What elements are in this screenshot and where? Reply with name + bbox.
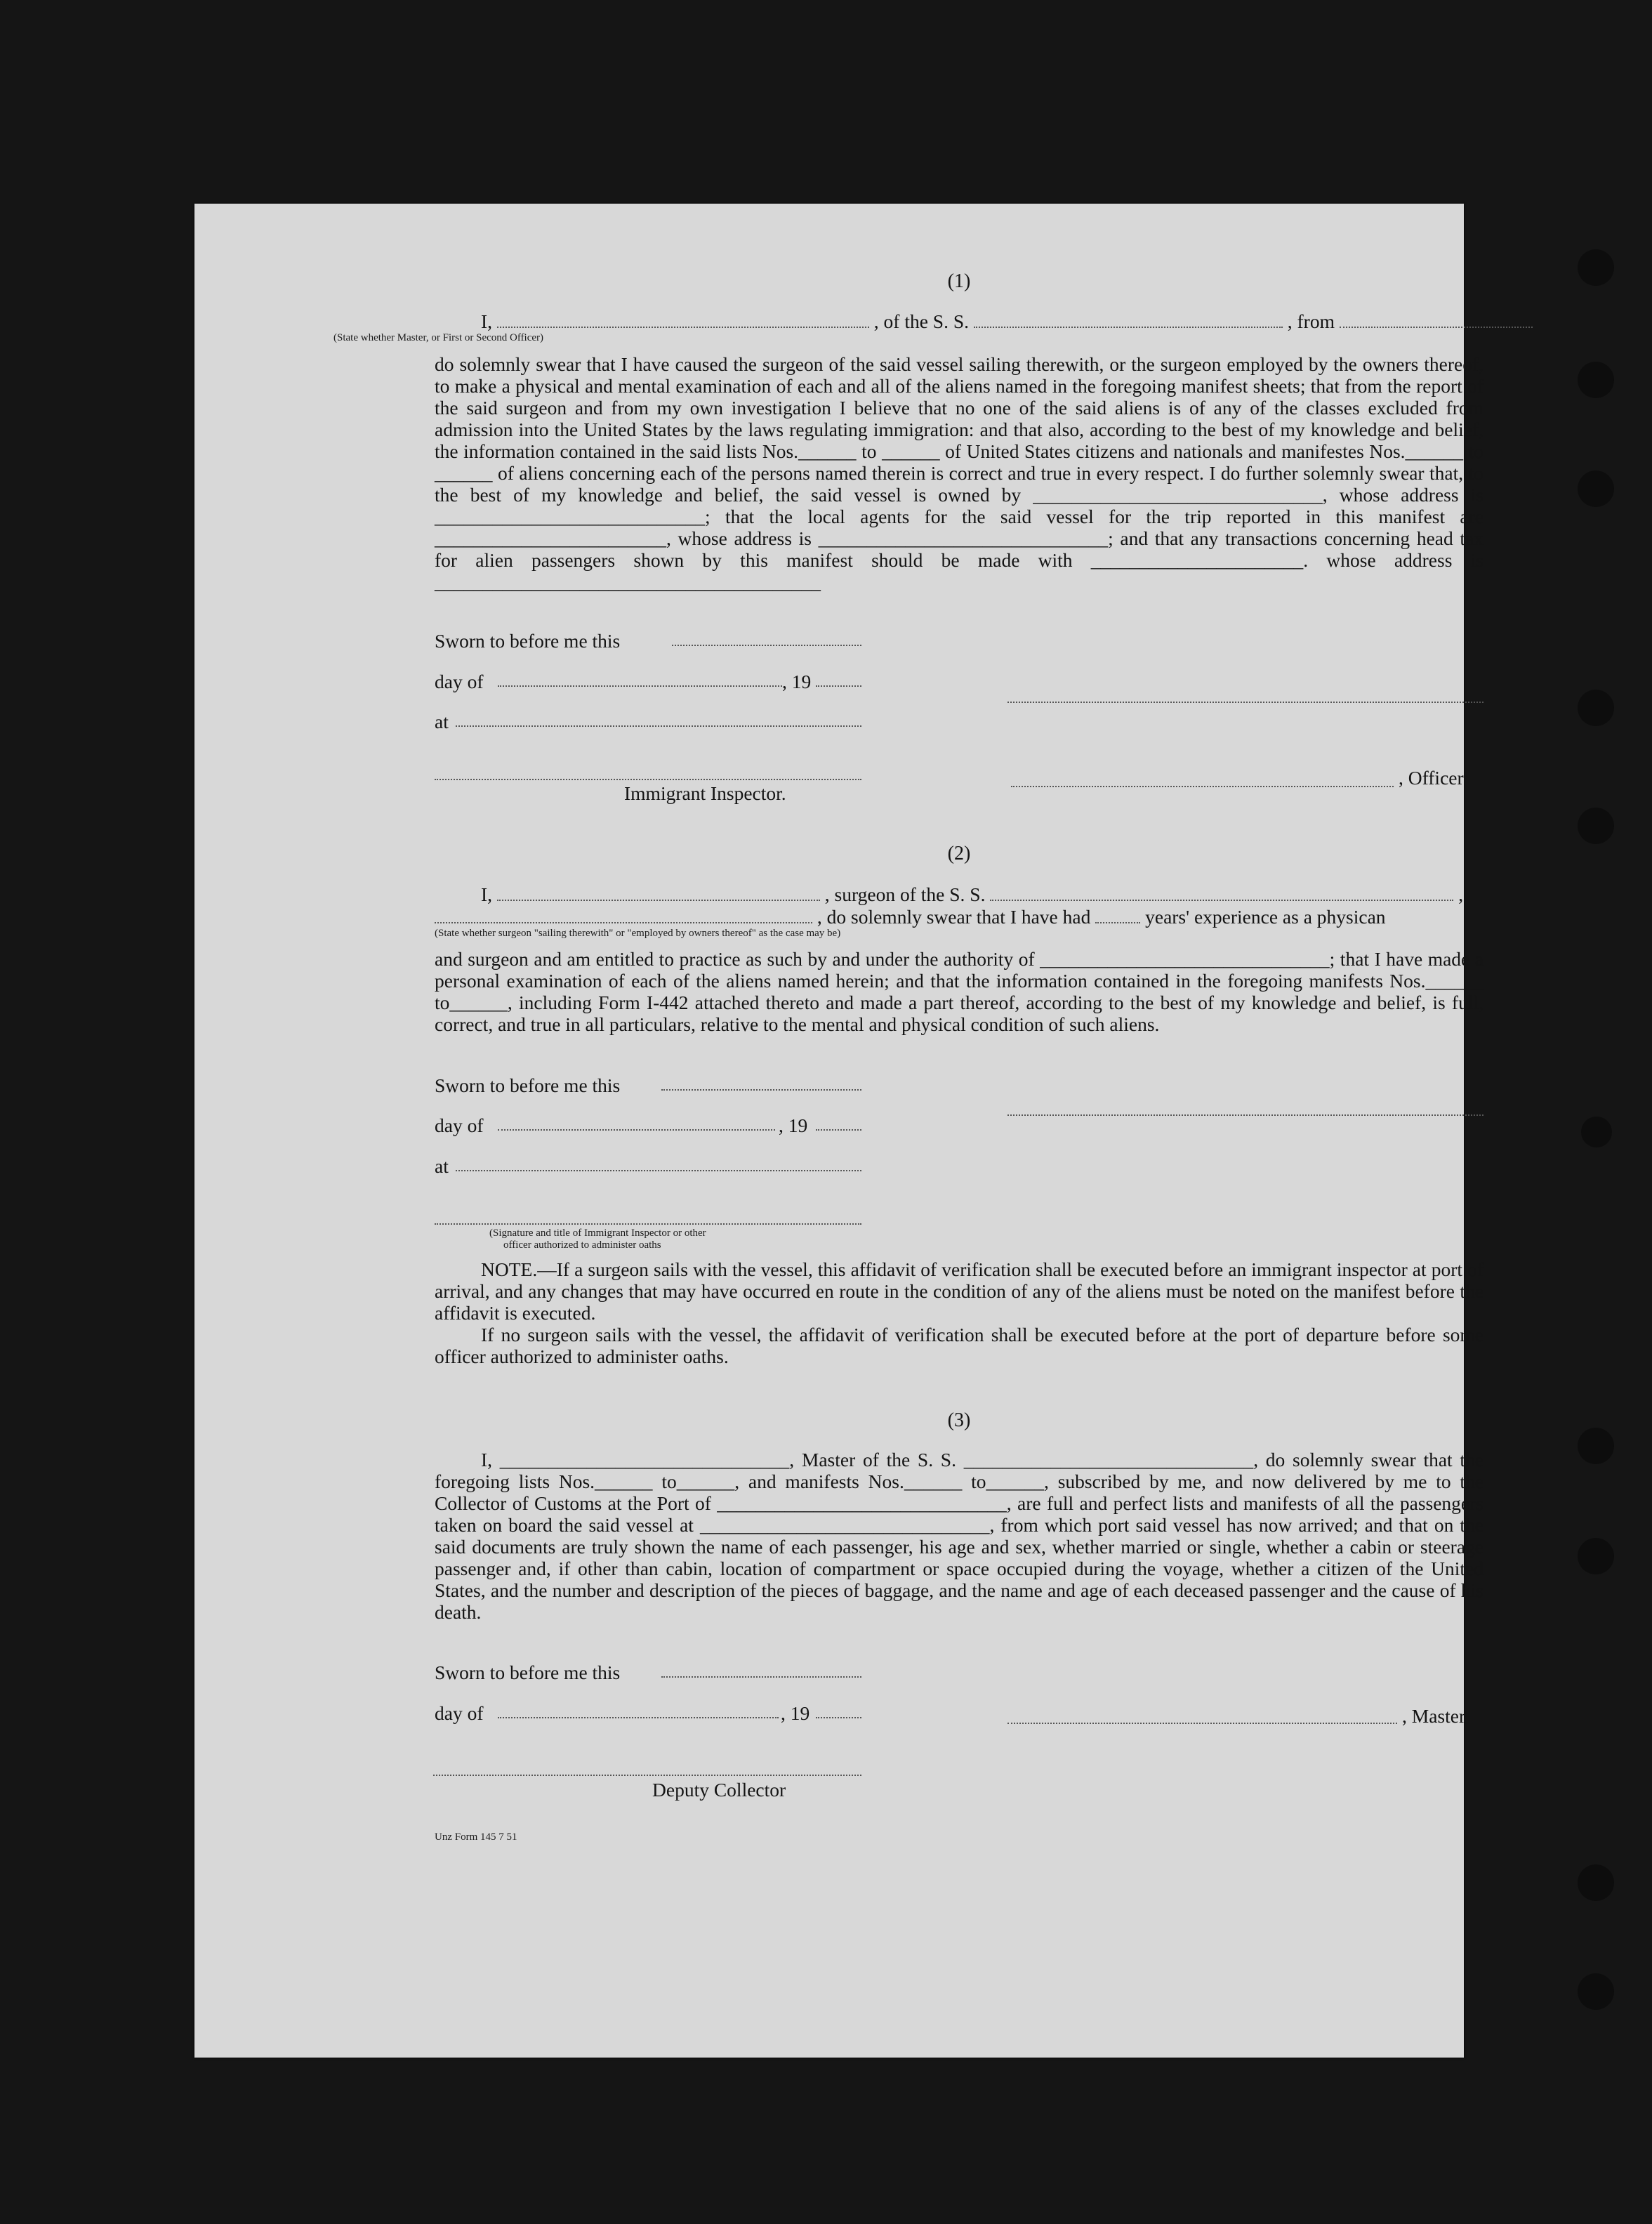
section-1-body (435, 353, 1484, 593)
collector-signature-line[interactable] (433, 1773, 861, 1776)
officer-signature-line-1[interactable] (1007, 700, 1484, 703)
swear-label: , do solemnly swear that I have had (817, 906, 1091, 928)
note-paragraph-1: NOTE.—If a surgeon sails with the vessel, this affidavit of verification shall be executed before an immigrant inspector at port of arrival, and any changes that may have occurred en route in the condition of any of the aliens must be noted on the manifest before the affidavit is executed. (435, 1258, 1484, 1324)
day-of-label-1: day of (435, 671, 484, 692)
year-label-1: , 19 (782, 671, 812, 692)
from-label: , from (1287, 310, 1335, 332)
surgeon-of-label: , surgeon of the S. S. (824, 883, 986, 905)
year-label-3: , 19 (781, 1702, 810, 1724)
section-2-body (435, 948, 1484, 1035)
year-field-3[interactable] (816, 1716, 861, 1718)
day-of-label-2: day of (435, 1114, 484, 1136)
immigrant-inspector-label: Immigrant Inspector. (624, 782, 786, 804)
year-label-2: , 19 (779, 1114, 808, 1136)
day-of-field-1[interactable] (498, 684, 782, 687)
punch-hole (1578, 471, 1614, 507)
at-field-2[interactable] (456, 1169, 861, 1171)
note-block (435, 1258, 1484, 1367)
year-field-2[interactable] (816, 1128, 861, 1131)
at-label-1: at (435, 711, 449, 732)
line-end-comma: , (1458, 883, 1464, 905)
day-of-field-2[interactable] (498, 1128, 775, 1131)
officer-signature-line-2[interactable] (1011, 784, 1394, 787)
i-label-2: I, (481, 883, 493, 905)
sworn-date-field-1[interactable] (672, 643, 861, 646)
year-field-1[interactable] (816, 684, 861, 687)
ship-label: , of the S. S. (873, 310, 970, 332)
years-experience-field[interactable] (1095, 909, 1140, 923)
sworn-date-field-2[interactable] (661, 1088, 861, 1091)
at-field-1[interactable] (456, 724, 861, 727)
note-paragraph-2: If no surgeon sails with the vessel, the affidavit of verification shall be executed before at the port of departure before some officer authorized to administer oaths. (435, 1324, 1484, 1367)
form-number: Unz Form 145 7 51 (435, 1831, 517, 1843)
sworn-label-2: Sworn to before me this (435, 1074, 621, 1096)
inspector-signature-line-1[interactable] (435, 777, 861, 780)
section-2-second-line (435, 906, 1484, 928)
i-label: I, (481, 310, 493, 332)
ship-name-field[interactable] (974, 314, 1283, 328)
day-of-label-3: day of (435, 1702, 484, 1724)
master-signature-line[interactable] (1007, 1721, 1397, 1724)
punch-hole (1578, 1428, 1614, 1464)
section-3-oath-text: I, ______________________________, Master of the S. S. ______________________________, do solemnly swear that the foregoing lists Nos.______ to______, and manifests Nos.______ to______, subscribed by me, and now delivered by me to the Collector of Customs at the Port of ______________________________, are full and perfect lists and manifests of all the passengers taken on board the said vessel at ______________________________, from which port said vessel has now arrived; and that on the said documents are truly shown the name of each passenger, his age and sex, whether married or single, whether a cabin or steerage passenger and, if other than cabin, location of compartment or space occupied during the voyage, whether a citizen of the United States, and the number and description of the pieces of baggage, and the name and age of each deceased passenger and the cause of his death. (435, 1449, 1484, 1623)
section-3-body (435, 1449, 1484, 1623)
deputy-collector-label: Deputy Collector (652, 1779, 786, 1801)
punch-hole (1578, 1973, 1614, 2010)
punch-hole (1578, 362, 1614, 398)
punch-hole (1578, 690, 1614, 726)
officer-rank-field[interactable] (497, 314, 869, 328)
years-label: years' experience as a physican (1145, 906, 1386, 928)
section-2-first-line (435, 883, 1484, 906)
at-label-2: at (435, 1155, 449, 1177)
punch-hole (1581, 1117, 1612, 1147)
signature-caption-2: officer authorized to administer oaths (503, 1239, 661, 1251)
section-2-oath-text: and surgeon and am entitled to practice as such by and under the authority of ______________________________; that I have made a personal examination of each of the aliens named herein; and that the information contained in the foregoing manifests Nos.______ to______, including Form I-442 attached thereto and made a part thereof, according to the best of my knowledge and belief, is full, correct, and true in all particulars, relative to the mental and physical condition of such aliens. (435, 948, 1484, 1035)
section-1-oath-text: do solemnly swear that I have caused the surgeon of the said vessel sailing therewith, or the surgeon employed by the owners thereof, to make a physical and mental examination of each and all of the aliens named in the foregoing manifest sheets; that from the report of the said surgeon and from my own investigation I believe that no one of the said aliens is of any of the classes excluded from admission into the United States by the laws regulating immigration: and that also, according to the best of my knowledge and belief, the information contained in the said lists Nos.______ to ______ of United States citizens and nationals and manifestes Nos.______ to ______ of aliens concerning each of the persons named therein is correct and true in every respect. I do further solemnly swear that, to the best of my knowledge and belief, the said vessel is owned by ______________________________, whose address is ____________________________; that the local agents for the said vessel for the trip reported in this manifest are ________________________, whose address is ______________________________; and that any transactions concerning head tax for alien passengers shown by this manifest should be made with ______________________. whose address is ________________________________________ (435, 353, 1484, 593)
master-label: , Master (1402, 1705, 1466, 1727)
sworn-date-field-3[interactable] (661, 1675, 861, 1678)
section-1-number: (1) (947, 270, 971, 292)
punch-hole (1578, 249, 1614, 286)
officer-rank-caption: (State whether Master, or First or Second Officer) (333, 332, 544, 343)
surgeon-signature-line[interactable] (1007, 1113, 1484, 1116)
inspector-signature-line-2[interactable] (435, 1222, 861, 1225)
section-2-number: (2) (947, 843, 971, 864)
sworn-label-3: Sworn to before me this (435, 1662, 621, 1683)
section-3-number: (3) (947, 1409, 971, 1431)
from-port-field[interactable] (1340, 314, 1533, 328)
form-page (194, 204, 1484, 2058)
surgeon-status-caption: (State whether surgeon "sailing therewith" or "employed by owners thereof" as the case may be) (435, 928, 841, 939)
day-of-field-3[interactable] (498, 1716, 779, 1718)
punch-hole (1578, 1864, 1614, 1901)
officer-label: , Officer (1399, 767, 1464, 789)
punch-hole (1578, 808, 1614, 844)
surgeon-ship-field[interactable] (990, 887, 1453, 901)
sworn-label-1: Sworn to before me this (435, 630, 621, 652)
surgeon-status-field[interactable] (435, 909, 812, 923)
signature-caption-1: (Signature and title of Immigrant Inspector or other (489, 1228, 706, 1239)
surgeon-name-field[interactable] (497, 887, 820, 901)
section-1-first-line (435, 310, 1484, 333)
punch-hole (1578, 1538, 1614, 1574)
